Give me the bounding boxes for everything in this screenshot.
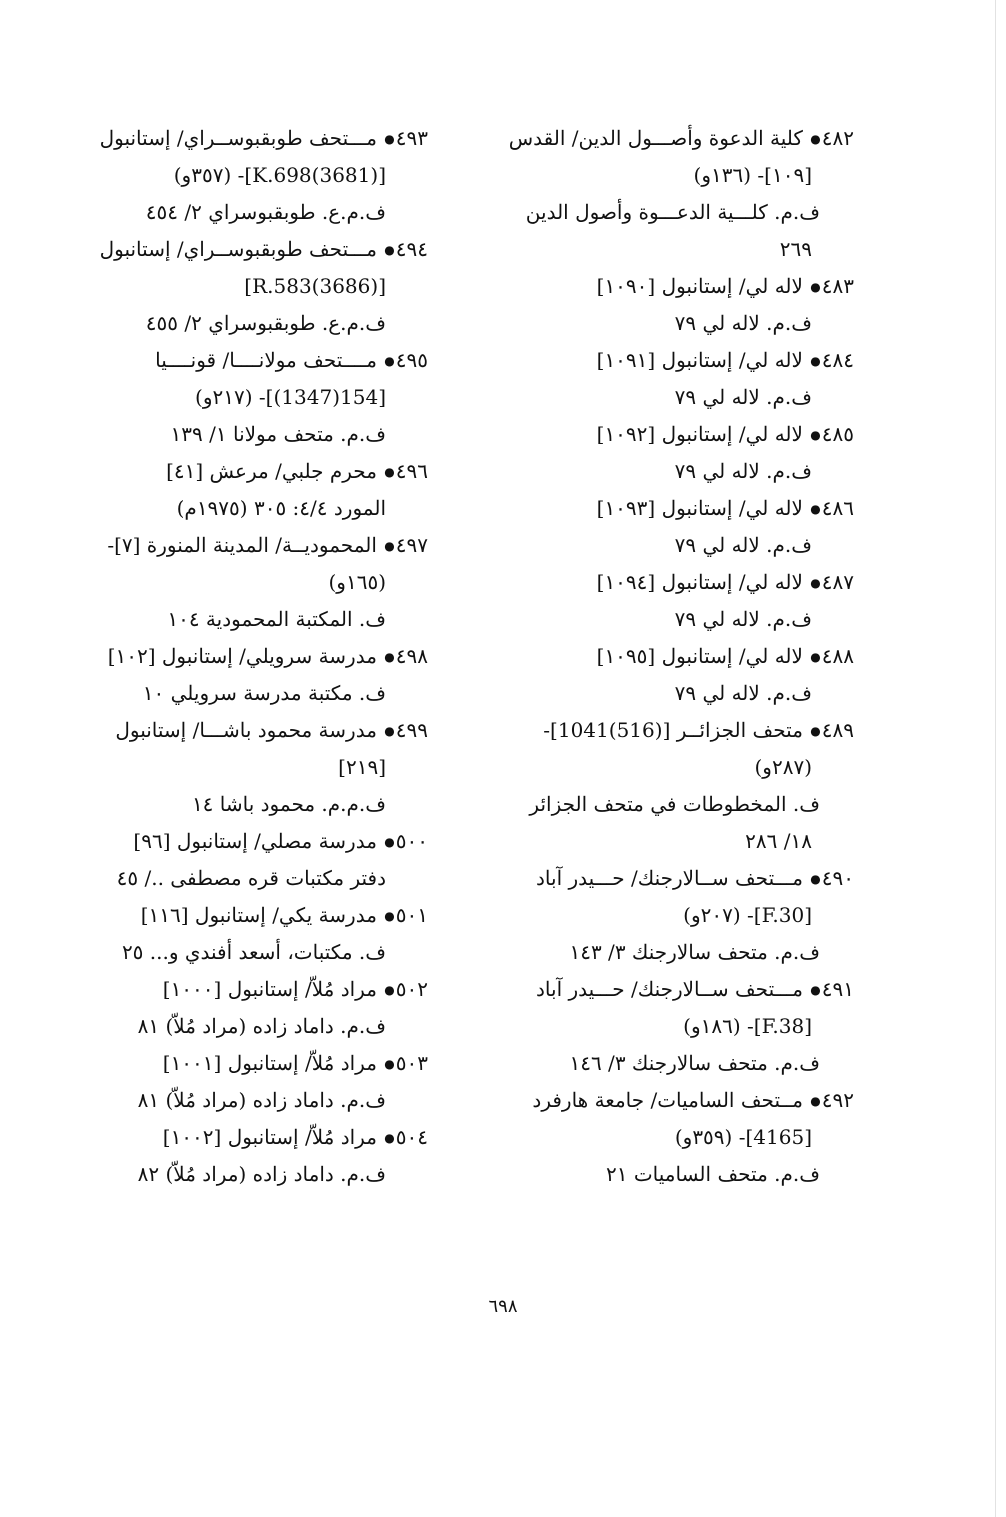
bullet-icon: ● <box>810 983 821 997</box>
catalog-entry <box>88 1045 428 1082</box>
catalog-entry-detail <box>88 1008 428 1045</box>
catalog-entry-detail <box>494 1008 854 1045</box>
entry-reference: ف. المكتبة المحمودية ١٠٤ <box>167 607 386 631</box>
entry-reference: ف.م. لاله لي ٧٩ <box>674 459 812 483</box>
entry-reference: (٢٨٧و) <box>754 755 812 779</box>
bullet-icon: ● <box>810 354 821 368</box>
entry-title: مدرسة مصلي/ إستانبول [٩٦] <box>133 829 377 853</box>
bullet-icon: ● <box>810 428 821 442</box>
bullet-icon: ● <box>384 650 395 664</box>
entry-number: ٤٩٧ <box>395 533 428 557</box>
entry-reference: ٢٦٩ <box>779 237 812 261</box>
entry-number: ٤٨٣ <box>821 274 854 298</box>
entry-number: ٥٠٤ <box>395 1125 428 1149</box>
catalog-entry <box>494 712 854 749</box>
catalog-entry-detail <box>88 564 428 601</box>
entry-reference: المورد ٤/٤: ٣٠٥ (١٩٧٥م) <box>176 496 386 520</box>
entry-title: كلية الدعوة وأصـــول الدين/ القدس <box>508 126 803 150</box>
entry-title: مـــتحف طوبقبوســراي/ إستانبول <box>99 126 377 150</box>
entry-reference: ف. مكتبات، أسعد أفندي و... ٢٥ <box>121 940 386 964</box>
bullet-icon: ● <box>384 835 395 849</box>
bullet-icon: ● <box>384 465 395 479</box>
entry-title: مراد مُلاّ/ إستانبول [١٠٠٠] <box>162 977 377 1001</box>
bullet-icon: ● <box>810 280 821 294</box>
entry-reference: ف.م. داماد زاده (مراد مُلاّ) ٨١ <box>137 1014 386 1038</box>
entry-number: ٤٩٩ <box>395 718 428 742</box>
bullet-icon: ● <box>810 576 821 590</box>
catalog-entry <box>494 971 854 1008</box>
catalog-entry-detail <box>494 786 854 823</box>
entry-title: مــتحف الساميات/ جامعة هارفرد <box>532 1088 803 1112</box>
entry-title: مـــتحف طوبقبوســراي/ إستانبول <box>99 237 377 261</box>
entry-title: لاله لي/ إستانبول [١٠٩٢] <box>596 422 803 446</box>
entry-number: ٤٨٨ <box>821 644 854 668</box>
catalog-entry-detail <box>494 1119 854 1156</box>
entry-number: ٤٩٨ <box>395 644 428 668</box>
entry-number: ٥٠١ <box>395 903 428 927</box>
bullet-icon: ● <box>384 539 395 553</box>
entry-title: مدرسة يكي/ إستانبول [١١٦] <box>140 903 377 927</box>
entry-title: لاله لي/ إستانبول [١٠٩٠] <box>596 274 803 298</box>
entry-reference: ف.م. داماد زاده (مراد مُلاّ) ٨١ <box>137 1088 386 1112</box>
catalog-entry <box>88 342 428 379</box>
entry-title: مـــتحف ســالارجنك/ حـــيدر آباد <box>536 866 803 890</box>
catalog-entry <box>494 416 854 453</box>
entry-reference: ف.م. لاله لي ٧٩ <box>674 311 812 335</box>
entry-title: لاله لي/ إستانبول [١٠٩٥] <box>596 644 803 668</box>
entry-reference: [(3686)R.583] <box>244 274 386 298</box>
entry-number: ٥٠٣ <box>395 1051 428 1075</box>
catalog-entry-detail <box>88 1156 428 1193</box>
entry-reference: [١٠٩]- (١٣٦و) <box>693 163 812 187</box>
entry-title: مـــتحف ســالارجنك/ حـــيدر آباد <box>536 977 803 1001</box>
catalog-entry <box>88 712 428 749</box>
entry-reference: ف.م. داماد زاده (مراد مُلاّ) ٨٢ <box>137 1162 386 1186</box>
bullet-icon: ● <box>810 724 821 738</box>
catalog-entry-detail <box>494 305 854 342</box>
entry-title: مــــتحف مولانــــا/ قونــــيا <box>155 348 377 372</box>
entry-title: لاله لي/ إستانبول [١٠٩٤] <box>596 570 803 594</box>
entry-reference: دفتر مكتبات قره مصطفى ../ ٤٥ <box>116 866 386 890</box>
entry-reference: ف.م.ع. طوبقبوسراي ٢/ ٤٥٤ <box>145 200 386 224</box>
entry-title: مراد مُلاّ/ إستانبول [١٠٠١] <box>162 1051 377 1075</box>
catalog-entry <box>494 490 854 527</box>
catalog-entry <box>88 453 428 490</box>
catalog-entry <box>494 1082 854 1119</box>
catalog-entry-detail <box>88 268 428 305</box>
bullet-icon: ● <box>384 132 395 146</box>
right-column <box>494 120 854 1193</box>
catalog-entry <box>494 564 854 601</box>
catalog-entry <box>88 638 428 675</box>
catalog-entry <box>494 268 854 305</box>
catalog-entry-detail <box>88 860 428 897</box>
entry-reference: ف.م. متحف سالارجنك ٣/ ١٤٣ <box>569 940 820 964</box>
catalog-entry <box>494 860 854 897</box>
entry-number: ٤٩٥ <box>395 348 428 372</box>
catalog-entry-detail <box>494 453 854 490</box>
bullet-icon: ● <box>384 1057 395 1071</box>
entry-title: المحموديــة/ المدينة المنورة [٧]- <box>107 533 377 557</box>
entry-title: لاله لي/ إستانبول [١٠٩١] <box>596 348 803 372</box>
catalog-entry <box>88 971 428 1008</box>
entry-number: ٤٩٢ <box>821 1088 854 1112</box>
bullet-icon: ● <box>384 983 395 997</box>
catalog-entry-detail <box>494 194 854 231</box>
entry-reference: [(3681)K.698]- (٣٥٧و) <box>173 163 386 187</box>
catalog-entry <box>88 231 428 268</box>
catalog-entry <box>494 638 854 675</box>
entry-number: ٤٩٤ <box>395 237 428 261</box>
entry-title: لاله لي/ إستانبول [١٠٩٣] <box>596 496 803 520</box>
entry-reference: ف.م. لاله لي ٧٩ <box>674 681 812 705</box>
entry-reference: [F.30]- (٢٠٧و) <box>683 903 812 927</box>
catalog-entry-detail <box>88 786 428 823</box>
catalog-entry-detail <box>88 157 428 194</box>
entry-reference: ف.م. لاله لي ٧٩ <box>674 385 812 409</box>
entry-reference: [154(1347)]- (٢١٧و) <box>195 385 386 409</box>
entry-number: ٤٩١ <box>821 977 854 1001</box>
catalog-entry <box>88 120 428 157</box>
entry-reference: ف.م.ع. طوبقبوسراي ٢/ ٤٥٥ <box>145 311 386 335</box>
entry-title: مدرسة محمود باشـــا/ إستانبول <box>115 718 377 742</box>
entry-number: ٤٩٠ <box>821 866 854 890</box>
entry-reference: ف.م. متحف مولانا ١/ ١٣٩ <box>170 422 386 446</box>
entry-reference: ١٨/ ٢٨٦ <box>745 829 812 853</box>
entry-title: متحف الجزائــر [(516)1041]- <box>543 718 803 742</box>
entry-reference: [٢١٩] <box>338 755 386 779</box>
page-number: ٦٩٨ <box>488 1296 518 1317</box>
entry-number: ٤٨٢ <box>821 126 854 150</box>
entry-title: مدرسة سرويلي/ إستانبول [١٠٢] <box>107 644 377 668</box>
bullet-icon: ● <box>384 724 395 738</box>
entry-reference: [F.38]- (١٨٦و) <box>683 1014 812 1038</box>
catalog-entry-detail <box>88 934 428 971</box>
catalog-entry-detail <box>88 379 428 416</box>
bullet-icon: ● <box>810 872 821 886</box>
catalog-entry <box>88 527 428 564</box>
entry-reference: ف. مكتبة مدرسة سرويلي ١٠ <box>142 681 386 705</box>
left-column <box>88 120 428 1193</box>
bullet-icon: ● <box>384 909 395 923</box>
bullet-icon: ● <box>810 650 821 664</box>
catalog-entry-detail <box>494 157 854 194</box>
catalog-entry-detail <box>494 675 854 712</box>
catalog-entry-detail <box>88 490 428 527</box>
catalog-entry <box>494 342 854 379</box>
entry-reference: ف.م. لاله لي ٧٩ <box>674 533 812 557</box>
bullet-icon: ● <box>810 132 821 146</box>
catalog-entry <box>88 1119 428 1156</box>
entry-reference: ف. المخطوطات في متحف الجزائر <box>529 792 820 816</box>
catalog-entry-detail <box>88 305 428 342</box>
catalog-entry-detail <box>494 1156 854 1193</box>
entry-reference: ف.م. متحف سالارجنك ٣/ ١٤٦ <box>569 1051 820 1075</box>
bullet-icon: ● <box>384 354 395 368</box>
catalog-entry-detail <box>494 231 854 268</box>
entry-reference: (١٦٥و) <box>328 570 386 594</box>
entry-number: ٥٠٢ <box>395 977 428 1001</box>
entry-number: ٤٩٣ <box>395 126 428 150</box>
entry-number: ٤٨٧ <box>821 570 854 594</box>
entry-number: ٤٨٥ <box>821 422 854 446</box>
catalog-entry-detail <box>88 675 428 712</box>
catalog-entry <box>88 897 428 934</box>
entry-number: ٤٨٦ <box>821 496 854 520</box>
catalog-entry-detail <box>88 416 428 453</box>
catalog-entry <box>494 120 854 157</box>
entry-number: ٤٨٤ <box>821 348 854 372</box>
catalog-entry-detail <box>88 749 428 786</box>
catalog-entry-detail <box>88 601 428 638</box>
entry-reference: ف.م.م. محمود باشا ١٤ <box>191 792 386 816</box>
entry-title: مراد مُلاّ/ إستانبول [١٠٠٢] <box>162 1125 377 1149</box>
scan-edge-line <box>995 0 996 1517</box>
catalog-entry-detail <box>494 823 854 860</box>
catalog-entry-detail <box>494 379 854 416</box>
catalog-entry-detail <box>494 934 854 971</box>
catalog-entry-detail <box>88 1082 428 1119</box>
catalog-entry-detail <box>494 1045 854 1082</box>
entry-number: ٤٨٩ <box>821 718 854 742</box>
bullet-icon: ● <box>384 243 395 257</box>
entry-reference: [4165]- (٣٥٩و) <box>674 1125 812 1149</box>
catalog-entry-detail <box>494 897 854 934</box>
entry-reference: ف.م. لاله لي ٧٩ <box>674 607 812 631</box>
bullet-icon: ● <box>810 502 821 516</box>
bullet-icon: ● <box>384 1131 395 1145</box>
entry-reference: ف.م. متحف الساميات ٢١ <box>605 1162 820 1186</box>
catalog-entry <box>88 823 428 860</box>
entry-reference: ف.م. كلـــية الدعـــوة وأصول الدين <box>525 200 820 224</box>
entry-title: محرم جلبي/ مرعش [٤١] <box>166 459 377 483</box>
bullet-icon: ● <box>810 1094 821 1108</box>
entry-number: ٤٩٦ <box>395 459 428 483</box>
catalog-entry-detail <box>494 527 854 564</box>
catalog-entry-detail <box>494 601 854 638</box>
catalog-entry-detail <box>88 194 428 231</box>
entry-number: ٥٠٠ <box>395 829 428 853</box>
catalog-entry-detail <box>494 749 854 786</box>
